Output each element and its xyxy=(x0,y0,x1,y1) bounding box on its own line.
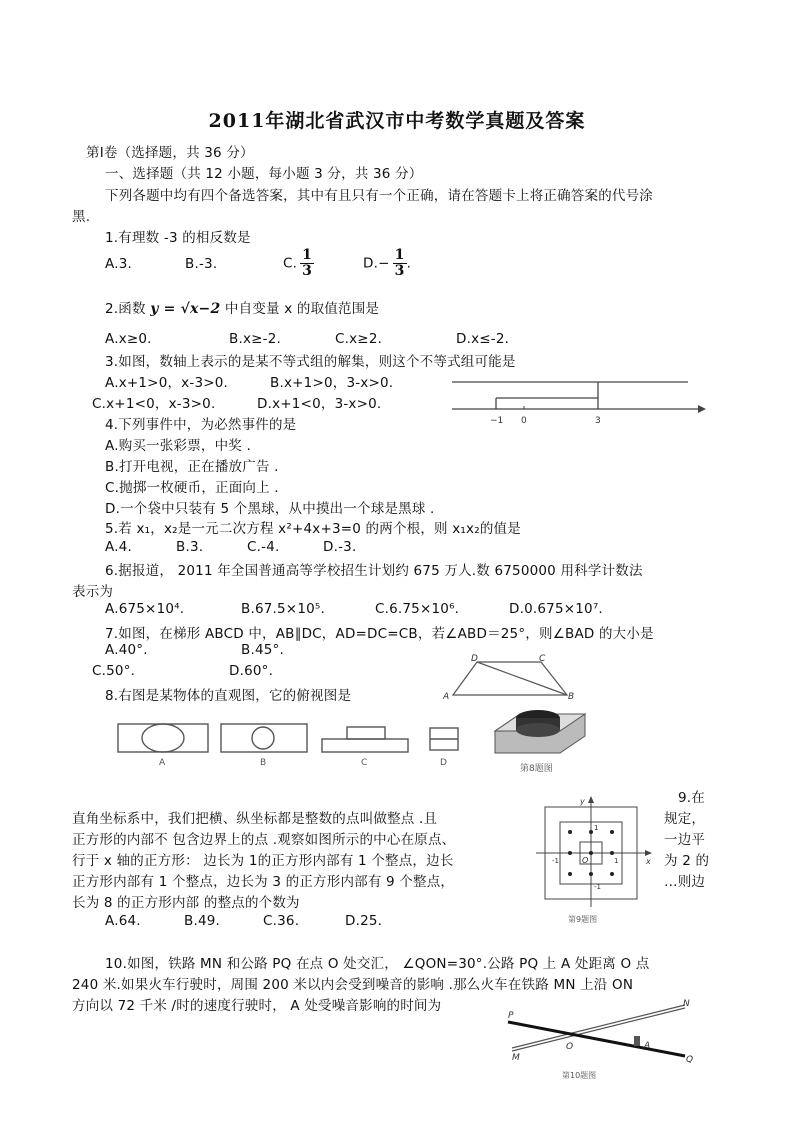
q1-option-b: B.-3. xyxy=(185,256,218,272)
q10-line3: 方向以 72 千米 /时的速度行驶时， A 处受噪音影响的时间为 xyxy=(72,998,442,1014)
q9-line2: 正方形的内部不 包含边界上的点 .观察如图所示的中心在原点、 xyxy=(72,832,456,848)
lattice-point xyxy=(610,830,614,834)
lattice-squares-figure xyxy=(532,792,656,932)
lattice-point xyxy=(610,851,614,855)
q1-fraction-d xyxy=(393,248,407,279)
option-a-label: A xyxy=(159,758,166,768)
option-b-rect xyxy=(221,724,307,752)
q9-option-c: C.36. xyxy=(263,913,300,929)
label-p: P xyxy=(508,1011,514,1021)
q5-option-b: B.3. xyxy=(176,539,204,555)
q3-stem: 3.如图，数轴上表示的是某不等式组的解集，则这个不等式组可能是 xyxy=(105,354,516,370)
q5-stem: 5.若 x₁，x₂是一元二次方程 x²+4x+3=0 的两个根，则 x₁x₂的值是 xyxy=(105,521,521,537)
lattice-point xyxy=(589,872,593,876)
q4-option-a: A.购买一张彩票，中奖 . xyxy=(105,438,251,454)
q9-right4: …则边 xyxy=(664,874,706,890)
q3-option-a: A.x+1>0，x-3>0. xyxy=(105,375,229,391)
label-minus-one: −1 xyxy=(490,416,504,426)
x-label: x xyxy=(646,857,651,866)
option-c-base xyxy=(322,739,408,752)
q2-stem-pre: 2.函数 xyxy=(105,301,146,317)
y-axis-arrow xyxy=(588,796,594,803)
q6-option-d: D.0.675×10⁷. xyxy=(509,601,603,617)
tick-label-x1: 1 xyxy=(614,857,619,865)
tick-label-xm1: -1 xyxy=(552,857,559,865)
label-a: A xyxy=(644,1041,651,1051)
label-o: O xyxy=(566,1042,574,1052)
q4-option-b: B.打开电视，正在播放广告 . xyxy=(105,459,279,475)
q3-option-c: C.x+1<0，x-3>0. xyxy=(92,396,216,412)
q3-option-d: D.x+1<0，3-x>0. xyxy=(257,396,382,412)
q2-option-d: D.x≤-2. xyxy=(456,331,510,347)
figure9-caption: 第9题图 xyxy=(568,915,598,924)
fraction-denominator: 3 xyxy=(394,263,405,279)
y-label: y xyxy=(580,797,585,806)
q1-fraction-c xyxy=(300,248,314,279)
q1-option-a: A.3. xyxy=(105,256,132,272)
label-m: M xyxy=(512,1053,520,1063)
q9-option-a: A.64. xyxy=(105,913,141,929)
q9-number: 9.在 xyxy=(678,790,705,806)
option-a-circle xyxy=(142,724,184,752)
q9-right1: 规定， xyxy=(664,811,706,827)
part-heading: 一、选择题（共 12 小题，每小题 3 分，共 36 分） xyxy=(105,166,423,182)
page-title: 2011年湖北省武汉市中考数学真题及答案 xyxy=(208,110,586,132)
q4-option-c: C.抛掷一枚硬币，正面向上 . xyxy=(105,480,279,496)
q2-formula: y = √x−2 xyxy=(150,301,221,317)
option-c-label: C xyxy=(361,758,368,768)
q9-right3: 为 2 的 xyxy=(664,853,710,869)
origin-label: O xyxy=(582,856,589,865)
q6-option-a: A.675×10⁴. xyxy=(105,601,185,617)
q7-option-b: B.45°. xyxy=(241,642,284,658)
top-view-options-figure xyxy=(110,698,610,782)
q2-stem xyxy=(105,297,379,317)
lattice-point xyxy=(568,851,572,855)
q10-line2: 240 米.如果火车行驶时，周围 200 米以内会受到噪音的影响 .那么火车在铁路 MN 上沿 ON xyxy=(72,977,634,993)
q1-option-d-label: D.− xyxy=(363,255,390,272)
q9-option-d: D.25. xyxy=(345,913,383,929)
instructions-line1: 下列各题中均有四个备选答案，其中有且只有一个正确，请在答题卡上将正确答案的代号涂 xyxy=(105,188,653,204)
q7-option-c: C.50°. xyxy=(92,663,136,679)
tick-label-y1: 1 xyxy=(594,824,599,832)
q2-option-a: A.x≥0. xyxy=(105,331,152,347)
axis-arrow xyxy=(698,405,706,413)
q9-right2: 一边平 xyxy=(664,832,706,848)
q9-option-b: B.49. xyxy=(184,913,221,929)
figure8-caption: 第8题图 xyxy=(520,764,553,774)
q9-line1: 直角坐标系中，我们把横、纵坐标都是整数的点叫做整点 .且 xyxy=(72,811,438,827)
label-three: 3 xyxy=(595,416,601,426)
railway-road-figure xyxy=(500,996,700,1084)
q6-option-b: B.67.5×10⁵. xyxy=(241,601,326,617)
q9-line5: 长为 8 的正方形内部 的整点的个数为 xyxy=(72,895,300,911)
q1-option-d xyxy=(363,248,411,279)
section-heading: 第Ⅰ卷（选择题，共 36 分） xyxy=(86,145,254,161)
q7-stem: 7.如图，在梯形 ABCD 中，AB∥DC，AD=DC=CB，若∠ABD＝25°，则∠BAD 的大小是 xyxy=(105,626,654,642)
vertex-b: B xyxy=(568,692,575,702)
q1-option-c xyxy=(283,248,314,279)
x-axis-arrow xyxy=(645,850,652,856)
instructions-line2: 黑. xyxy=(72,209,91,225)
q3-option-b: B.x+1>0，3-x>0. xyxy=(270,375,394,391)
q4-stem: 4.下列事件中，为必然事件的是 xyxy=(105,417,297,433)
number-line-figure xyxy=(448,376,710,428)
label-q: Q xyxy=(686,1055,694,1065)
option-c-top xyxy=(347,727,385,739)
figure10-caption: 第10题图 xyxy=(562,1071,597,1080)
q8-stem: 8.右图是某物体的直观图，它的俯视图是 xyxy=(105,688,352,704)
solid-cylinder-bottom xyxy=(516,723,560,737)
q2-option-c: C.x≥2. xyxy=(335,331,383,347)
option-b-label: B xyxy=(260,758,267,768)
option-b-circle xyxy=(252,727,274,749)
q5-option-d: D.-3. xyxy=(323,539,357,555)
lattice-point xyxy=(568,872,572,876)
trapezoid-abcd xyxy=(453,662,567,695)
lattice-point xyxy=(589,851,593,855)
q10-line1: 10.如图，铁路 MN 和公路 PQ 在点 O 处交汇， ∠QON=30°.公路 PQ 上 A 处距离 O 点 xyxy=(105,956,650,972)
label-zero: 0 xyxy=(521,416,527,426)
tick-label-ym1: -1 xyxy=(594,883,601,891)
q7-option-d: D.60°. xyxy=(229,663,274,679)
vertex-a: A xyxy=(443,692,450,702)
lattice-point xyxy=(610,872,614,876)
fraction-numerator: 1 xyxy=(302,247,313,263)
q9-line3: 行于 x 轴的正方形： 边长为 1的正方形内部有 1 个整点，边长 xyxy=(72,853,454,869)
lattice-point xyxy=(568,830,572,834)
vertex-d: D xyxy=(471,654,478,664)
option-d-label: D xyxy=(440,758,447,768)
q9-line4: 正方形内部有 1 个整点，边长为 3 的正方形内部有 9 个整点， xyxy=(72,874,455,890)
q6-stem-line1: 6.据报道， 2011 年全国普通高等学校招生计划约 675 万人.数 6750000 用科学计数法 xyxy=(105,563,643,579)
q5-option-a: A.4. xyxy=(105,539,132,555)
q2-option-b: B.x≥-2. xyxy=(229,331,282,347)
q5-option-c: C.-4. xyxy=(247,539,280,555)
q1-stem: 1.有理数 -3 的相反数是 xyxy=(105,230,251,246)
vertex-c: C xyxy=(539,654,546,664)
q4-option-d: D.一个袋中只装有 5 个黑球，从中摸出一个球是黑球 . xyxy=(105,501,435,517)
lattice-point xyxy=(589,830,593,834)
fraction-numerator: 1 xyxy=(394,247,405,263)
option-a-rect xyxy=(118,724,208,752)
point-a-marker xyxy=(634,1036,640,1046)
label-n: N xyxy=(683,999,690,1009)
q1-option-d-end: . xyxy=(406,255,412,272)
q6-option-c: C.6.75×10⁶. xyxy=(375,601,460,617)
q6-stem-line2: 表示为 xyxy=(72,584,114,600)
q1-option-c-label: C. xyxy=(283,255,298,272)
q7-option-a: A.40°. xyxy=(105,642,148,658)
fraction-denominator: 3 xyxy=(302,263,313,279)
q2-stem-post: 中自变量 x 的取值范围是 xyxy=(224,301,380,317)
railway-mn-line2 xyxy=(512,1008,685,1051)
